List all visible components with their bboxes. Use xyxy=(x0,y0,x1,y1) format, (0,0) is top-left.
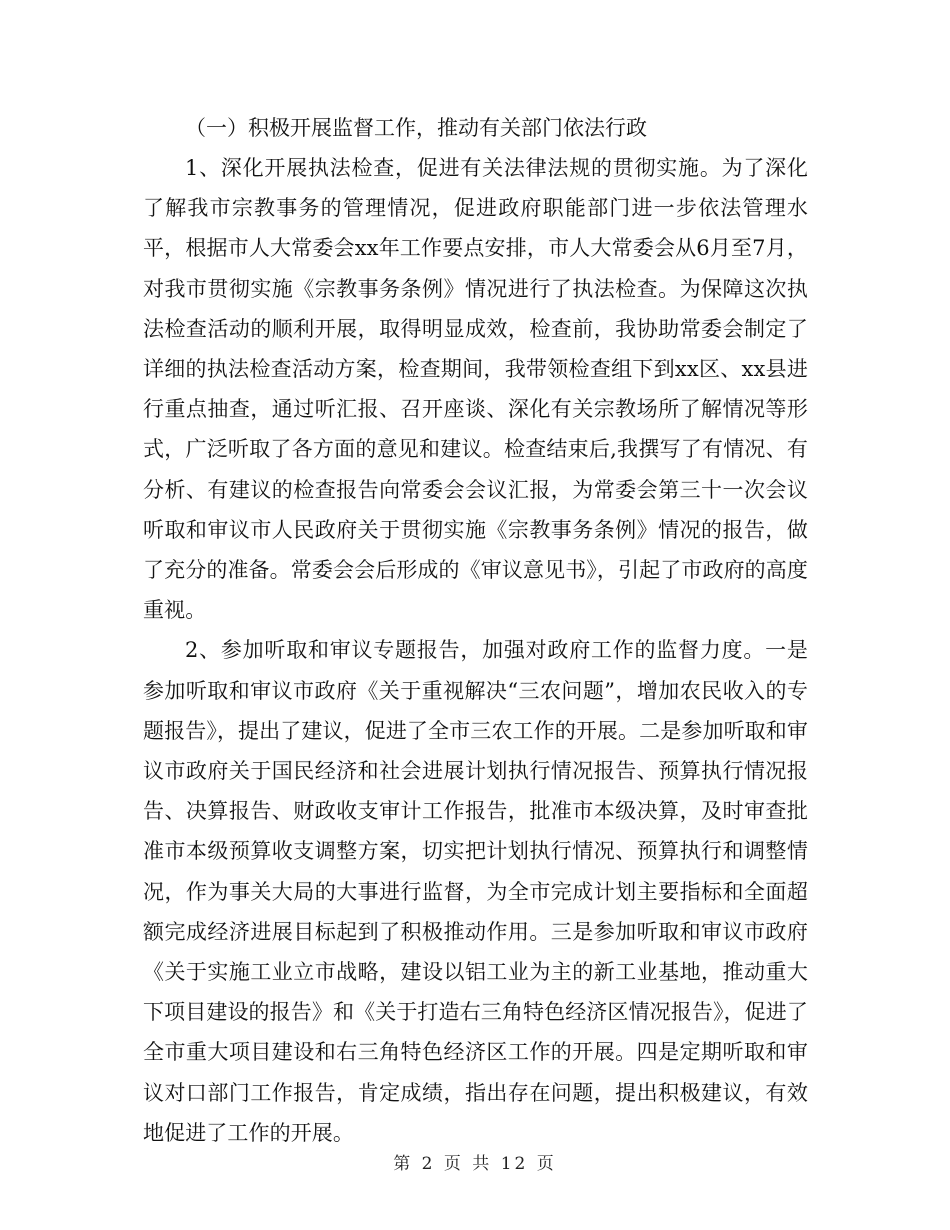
page-number-footer: 第 2 页 共 12 页 xyxy=(393,1154,557,1174)
paragraph-law-enforcement-inspection: 1、深化开展执法检查，促进有关法律法规的贯彻实施。为了深化了解我市宗教事务的管理情况，促进政府职能部门进一步依法管理水平，根据市人大常委会xx年工作要点安排，市人大常委会从6月至7月，对我市贯彻实施《宗教事务条例》情况进行了执法检查。为保障这次执法检查活动的顺利开展，取得明显成效，检查前，我协助常委会制定了详细的执法检查活动方案，检查期间，我带领检查组下到xx区、xx县进行重点抽查，通过听汇报、召开座谈、深化有关宗教场所了解情况等形式，广泛听取了各方面的意见和建议。检查结束后,我撰写了有情况、有分析、有建议的检查报告向常委会会议汇报，为常委会第三十一次会议听取和审议市人民政府关于贯彻实施《宗教事务条例》情况的报告，做了充分的准备。常委会会后形成的《审议意见书》，引起了市政府的高度重视。 xyxy=(143,156,808,623)
paragraph-special-reports: 2、参加听取和审议专题报告，加强对政府工作的监督力度。一是参加听取和审议市政府《关于重视解决“三农问题”，增加农民收入的专题报告》，提出了建议，促进了全市三农工作的开展。二是参加听取和审议市政府关于国民经济和社会进展计划执行情况报告、预算执行情况报告、决算报告、财政收支审计工作报告，批准市本级决算，及时审查批准市本级预算收支调整方案，切实把计划执行情况、预算执行和调整情况，作为事关大局的大事进行监督，为全市完成计划主要指标和全面超额完成经济进展目标起到了积极推动作用。三是参加听取和审议市政府《关于实施工业立市战略，建设以铝工业为主的新工业基地，推动重大下项目建设的报告》和《关于打造右三角特色经济区情况报告》，促进了全市重大项目建设和右三角特色经济区工作的开展。四是定期听取和审议对口部门工作报告，肯定成绩，指出存在问题，提出积极建议，有效地促进了工作的开展。 xyxy=(143,638,808,1145)
section-heading: （一）积极开展监督工作，推动有关部门依法行政 xyxy=(185,116,647,140)
document-body xyxy=(143,108,808,1153)
